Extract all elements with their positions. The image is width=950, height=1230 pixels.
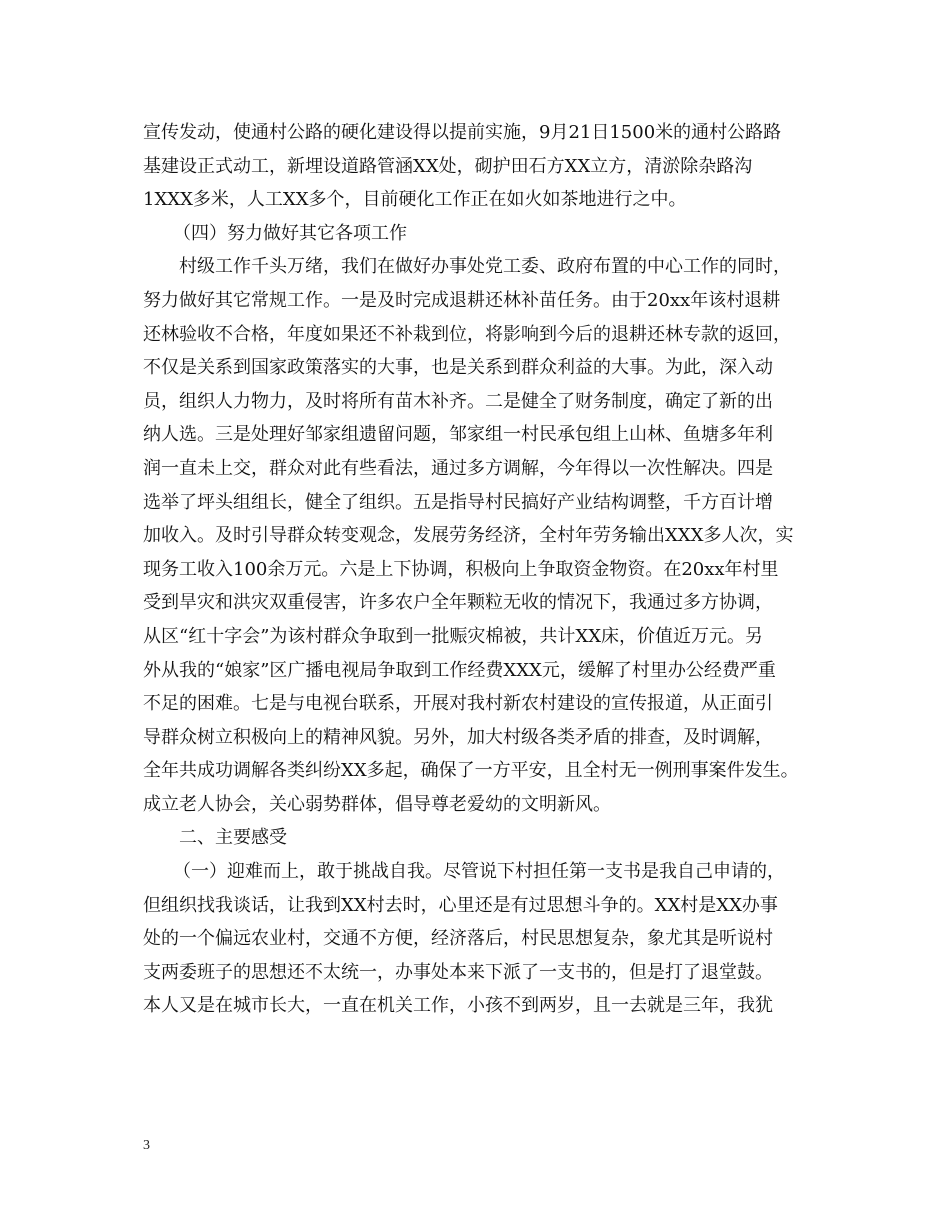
text-line: 努力做好其它常规工作。一是及时完成退耕还林补苗任务。由于20xx年该村退耕	[143, 289, 781, 311]
text-line: 但组织找我谈话，让我到XX村去时，心里还是有过思想斗争的。XX村是XX办事	[143, 894, 778, 916]
text-line: 处的一个偏远农业村，交通不方便，经济落后，村民思想复杂，象尤其是听说村	[143, 928, 773, 950]
text-line: 纳人选。三是处理好邹家组遗留问题，邹家组一村民承包组上山林、鱼塘多年利	[143, 424, 773, 446]
paragraph-start: 村级工作千头万绪，我们在做好办事处党工委、政府布置的中心工作的同时，	[179, 256, 791, 278]
text-body	[143, 116, 823, 1023]
text-line: 成立老人协会，关心弱势群体，倡导尊老爱幼的文明新风。	[143, 793, 611, 815]
text-line: 润一直未上交，群众对此有些看法，通过多方调解，今年得以一次性解决。四是	[143, 457, 773, 479]
text-line: 受到旱灾和洪灾双重侵害，许多农户全年颗粒无收的情况下，我通过多方协调，	[143, 592, 773, 614]
text-line: 从区“红十字会”为该村群众争取到一批赈灾棉被，共计XX床，价值近万元。另	[143, 625, 764, 647]
text-line: 本人又是在城市长大，一直在机关工作，小孩不到两岁，且一去就是三年，我犹	[143, 995, 773, 1017]
text-line: 宣传发动，使通村公路的硬化建设得以提前实施，9月21日1500米的通村公路路	[143, 122, 782, 143]
text-line: 支两委班子的思想还不太统一，办事处本来下派了一支书的，但是打了退堂鼓。	[143, 961, 773, 983]
text-line: 员，组织人力物力，及时将所有苗木补齐。二是健全了财务制度，确定了新的出	[143, 390, 773, 412]
text-line: 1XXX多米，人工XX多个，目前硬化工作正在如火如茶地进行之中。	[143, 189, 687, 211]
text-line: 现务工收入100余万元。六是上下协调，积极向上争取资金物资。在20xx年村里	[143, 558, 779, 580]
section-heading: （四）努力做好其它各项工作	[173, 222, 407, 244]
text-line: 不足的困难。七是与电视台联系，开展对我村新农村建设的宣传报道，从正面引	[143, 693, 773, 715]
text-line: 外从我的“娘家”区广播电视局争取到工作经费XXX元，缓解了村里办公经费严重	[143, 659, 776, 681]
text-line: 还林验收不合格，年度如果还不补栽到位，将影响到今后的退耕还林专款的返回，	[143, 323, 791, 345]
text-line: 导群众树立积极向上的精神风貌。另外，加大村级各类矛盾的排查，及时调解，	[143, 726, 773, 748]
text-line: 全年共成功调解各类纠纷XX多起，确保了一方平安，且全村无一例刑事案件发生。	[143, 760, 799, 782]
text-line: 不仅是关系到国家政策落实的大事，也是关系到群众利益的大事。为此，深入动	[143, 357, 773, 379]
text-line: 选举了坪头组组长，健全了组织。五是指导村民搞好产业结构调整，千方百计增	[143, 491, 773, 513]
paragraph-start: （一）迎难而上，敢于挑战自我。尽管说下村担任第一支书是我自己申请的，	[173, 861, 785, 883]
section-heading: 二、主要感受	[179, 827, 287, 849]
text-line: 加收入。及时引导群众转变观念，发展劳务经济，全村年劳务输出XXX多人次，实	[143, 525, 794, 547]
text-line: 基建设正式动工，新埋设道路管涵XX处，砌护田石方XX立方，清淤除杂路沟	[143, 155, 753, 177]
page-number: 3	[143, 1138, 150, 1153]
